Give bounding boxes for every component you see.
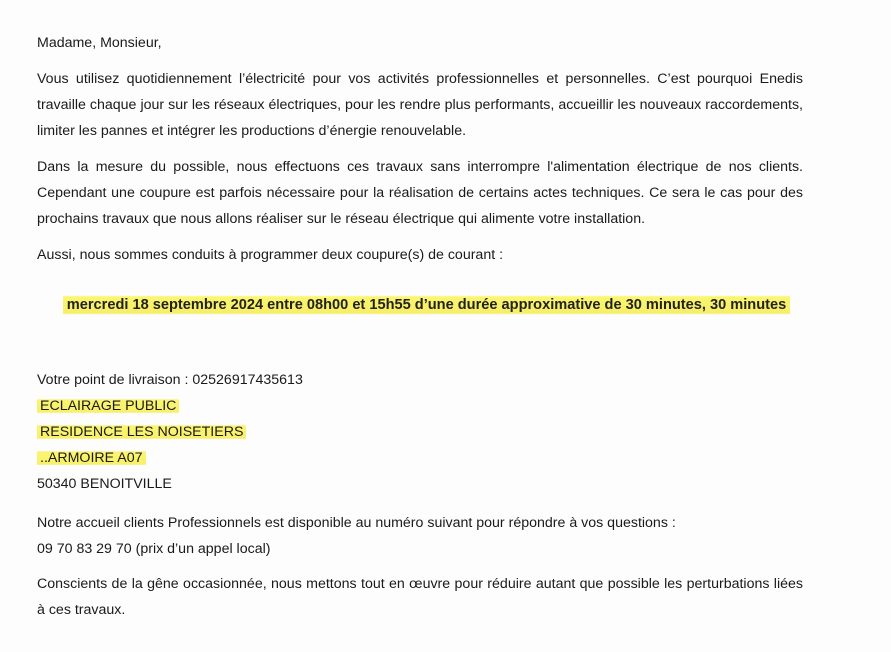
- delivery-address: [37, 367, 303, 497]
- power-cut-highlight: mercredi 18 septembre 2024 entre 08h00 et 15h55 d’une durée approximative de 30 minutes, 30 minutes: [63, 293, 790, 317]
- power-cut-schedule: [0, 292, 891, 318]
- delivery-point: Votre point de livraison : 02526917435613: [37, 372, 303, 388]
- letter-body: [37, 30, 803, 268]
- address-line-2: RESIDENCE LES NOISETIERS: [37, 422, 246, 442]
- paragraph-works: Dans la mesure du possible, nous effectuons ces travaux sans interrompre l'alimentation électrique de nos clients. Cependant une coupure est parfois nécessaire pour la réalisation de certains actes techniques. Ce sera le cas pour des prochains travaux que nous allons réaliser sur le réseau électrique qui alimente votre installation.: [37, 159, 803, 227]
- paragraph-intro: Vous utilisez quotidiennement l’électricité pour vos activités professionnelles et personnelles. C’est pourquoi Enedis travaille chaque jour sur les réseaux électriques, pour les rendre plus performants, accueillir les nouveaux raccordements, limiter les pannes et intégrer les productions d’énergie renouvelable.: [37, 71, 803, 139]
- contact-text: Notre accueil clients Professionnels est disponible au numéro suivant pour répondre à vos questions :: [37, 515, 676, 531]
- closing-paragraph: Conscients de la gêne occasionnée, nous mettons tout en œuvre pour réduire autant que possible les perturbations liées à ces travaux.: [37, 576, 803, 618]
- contact-info: [37, 510, 676, 562]
- greeting: Madame, Monsieur,: [37, 35, 162, 51]
- address-line-4: 50340 BENOITVILLE: [37, 476, 172, 492]
- address-line-1: ECLAIRAGE PUBLIC: [37, 396, 179, 416]
- address-line-3: ..ARMOIRE A07: [37, 448, 146, 468]
- paragraph-announcement: Aussi, nous sommes conduits à programmer deux coupure(s) de courant :: [37, 247, 504, 263]
- contact-phone: 09 70 83 29 70 (prix d’un appel local): [37, 541, 271, 557]
